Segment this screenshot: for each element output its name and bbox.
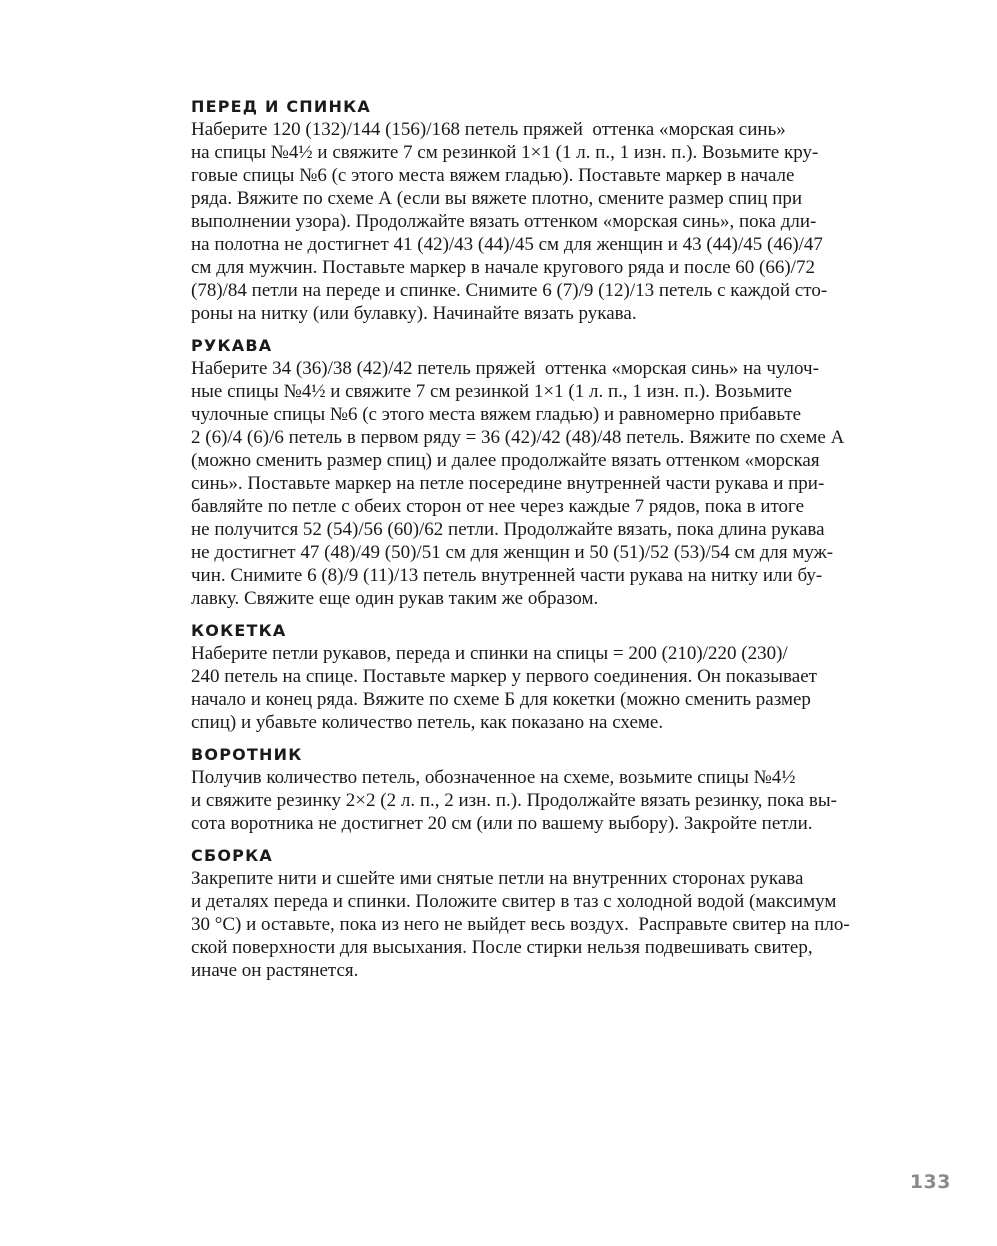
section-body xyxy=(191,766,871,835)
section-yoke xyxy=(191,620,871,734)
section-body xyxy=(191,867,871,982)
text-line: Наберите петли рукавов, переда и спинки на спицы = 200 (210)/220 (230)/ xyxy=(191,643,788,664)
section-title: СБОРКА xyxy=(191,846,273,865)
text-line: Наберите 120 (132)/144 (156)/168 петель пряжей оттенка «морская синь» xyxy=(191,119,786,140)
text-line: чулочные спицы №6 (с этого места вяжем гладью) и равномерно прибавьте xyxy=(191,404,802,425)
section-collar xyxy=(191,744,871,835)
text-line: (можно сменить размер спиц) и далее продолжайте вязать оттенком «морская xyxy=(191,450,820,471)
section-body xyxy=(191,357,871,610)
section-title: ПЕРЕД И СПИНКА xyxy=(191,97,371,116)
text-line: и деталях переда и спинки. Положите свитер в таз с холодной водой (максимум xyxy=(191,891,837,912)
section-sleeves xyxy=(191,335,871,610)
text-line: 2 (6)/4 (6)/6 петель в первом ряду = 36 (42)/42 (48)/48 петель. Вяжите по схеме А xyxy=(191,427,845,448)
section-title: ВОРОТНИК xyxy=(191,745,303,764)
text-line: 30 °С) и оставьте, пока из него не выйдет весь воздух. Расправьте свитер на пло- xyxy=(191,914,850,935)
section-body xyxy=(191,118,871,325)
text-line: на полотна не достигнет 41 (42)/43 (44)/45 см для женщин и 43 (44)/45 (46)/47 xyxy=(191,234,823,255)
text-line: начало и конец ряда. Вяжите по схеме Б для кокетки (можно сменить размер xyxy=(191,689,811,710)
text-line: роны на нитку (или булавку). Начинайте вязать рукава. xyxy=(191,303,637,324)
text-line: чин. Снимите 6 (8)/9 (11)/13 петель внутренней части рукава на нитку или бу- xyxy=(191,565,823,586)
section-title: КОКЕТКА xyxy=(191,621,287,640)
section-title: РУКАВА xyxy=(191,336,273,355)
text-line: 240 петель на спице. Поставьте маркер у первого соединения. Он показывает xyxy=(191,666,817,687)
page-content xyxy=(191,96,871,992)
text-line: не получится 52 (54)/56 (60)/62 петли. Продолжайте вязать, пока длина рукава xyxy=(191,519,825,540)
text-line: не достигнет 47 (48)/49 (50)/51 см для женщин и 50 (51)/52 (53)/54 см для муж- xyxy=(191,542,834,563)
text-line: см для мужчин. Поставьте маркер в начале кругового ряда и после 60 (66)/72 xyxy=(191,257,815,278)
text-line: ряда. Вяжите по схеме А (если вы вяжете плотно, смените размер спиц при xyxy=(191,188,803,209)
text-line: и свяжите резинку 2×2 (2 л. п., 2 изн. п.). Продолжайте вязать резинку, пока вы- xyxy=(191,790,837,811)
text-line: синь». Поставьте маркер на петле посередине внутренней части рукава и при- xyxy=(191,473,825,494)
text-line: выполнении узора). Продолжайте вязать оттенком «морская синь», пока дли- xyxy=(191,211,817,232)
text-line: спиц) и убавьте количество петель, как показано на схеме. xyxy=(191,712,664,733)
text-line: (78)/84 петли на переде и спинке. Снимите 6 (7)/9 (12)/13 петель с каждой сто- xyxy=(191,280,828,301)
text-line: Наберите 34 (36)/38 (42)/42 петель пряжей оттенка «морская синь» на чулоч- xyxy=(191,358,819,379)
section-assembly xyxy=(191,845,871,982)
section-body xyxy=(191,642,871,734)
text-line: Закрепите нити и сшейте ими снятые петли на внутренних сторонах рукава xyxy=(191,868,804,889)
text-line: ской поверхности для высыхания. После стирки нельзя подвешивать свитер, xyxy=(191,937,813,958)
text-line: говые спицы №6 (с этого места вяжем гладью). Поставьте маркер в начале xyxy=(191,165,795,186)
text-line: сота воротника не достигнет 20 см (или по вашему выбору). Закройте петли. xyxy=(191,813,813,834)
text-line: на спицы №4½ и свяжите 7 см резинкой 1×1 (1 л. п., 1 изн. п.). Возьмите кру- xyxy=(191,142,819,163)
page-number: 133 xyxy=(909,1171,951,1193)
text-line: Получив количество петель, обозначенное на схеме, возьмите спицы №4½ xyxy=(191,767,796,788)
section-front-back xyxy=(191,96,871,325)
text-line: иначе он растянется. xyxy=(191,960,359,981)
text-line: бавляйте по петле с обеих сторон от нее через каждые 7 рядов, пока в итоге xyxy=(191,496,805,517)
text-line: лавку. Свяжите еще один рукав таким же образом. xyxy=(191,588,599,609)
text-line: ные спицы №4½ и свяжите 7 см резинкой 1×1 (1 л. п., 1 изн. п.). Возьмите xyxy=(191,381,792,402)
